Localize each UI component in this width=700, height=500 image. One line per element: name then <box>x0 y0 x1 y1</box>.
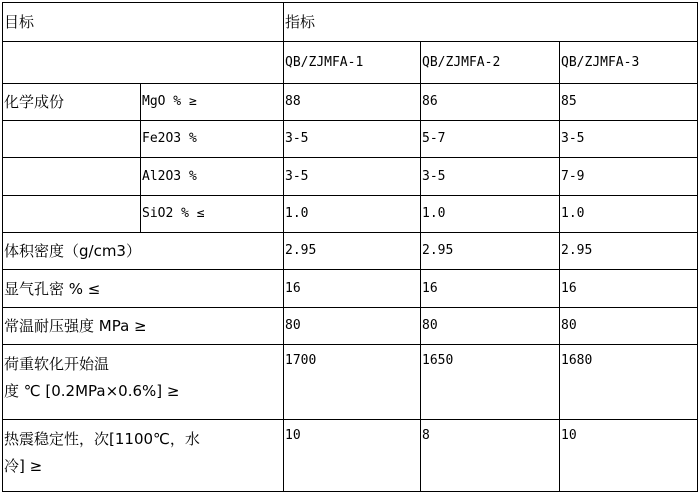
value-cell: 16 <box>560 270 698 308</box>
value-cell: 85 <box>560 84 698 121</box>
property-label: 常温耐压强度 MPa ≥ <box>3 308 284 345</box>
value-cell: 16 <box>284 270 421 308</box>
grade-header-row <box>3 42 698 84</box>
chem-item-label: Fe2O3 % <box>141 121 284 158</box>
spec-header: 指标 <box>284 3 698 42</box>
value-cell: 86 <box>421 84 560 121</box>
spec-table-container <box>2 2 698 492</box>
value-cell: 1700 <box>284 345 421 420</box>
value-cell: 1650 <box>421 345 560 420</box>
property-label <box>3 420 284 492</box>
value-cell: 3-5 <box>284 158 421 196</box>
value-cell: 2.95 <box>421 233 560 270</box>
value-cell: 2.95 <box>560 233 698 270</box>
grade-1-header: QB/ZJMFA-1 <box>284 42 421 84</box>
target-header: 目标 <box>3 3 284 42</box>
blank-cell <box>3 158 141 196</box>
value-cell: 10 <box>284 420 421 492</box>
blank-cell <box>3 121 141 158</box>
value-cell: 80 <box>421 308 560 345</box>
chem-item-label: MgO % ≥ <box>141 84 284 121</box>
property-label <box>3 345 284 420</box>
value-cell: 1.0 <box>284 196 421 233</box>
value-cell: 1680 <box>560 345 698 420</box>
value-cell: 3-5 <box>421 158 560 196</box>
value-cell: 80 <box>560 308 698 345</box>
value-cell: 1.0 <box>421 196 560 233</box>
value-cell: 8 <box>421 420 560 492</box>
grade-3-header: QB/ZJMFA-3 <box>560 42 698 84</box>
value-cell: 1.0 <box>560 196 698 233</box>
property-label-line-2: 冷] ≥ <box>4 457 43 475</box>
value-cell: 3-5 <box>560 121 698 158</box>
table-row <box>3 158 698 196</box>
chem-item-label: SiO2 % ≤ <box>141 196 284 233</box>
chem-item-label: Al2O3 % <box>141 158 284 196</box>
chem-group-label: 化学成份 <box>3 84 141 121</box>
table-row <box>3 196 698 233</box>
property-label-line-2: 度 ℃ [0.2MPa×0.6%] ≥ <box>4 382 180 400</box>
value-cell: 2.95 <box>284 233 421 270</box>
blank-header-cell <box>3 42 284 84</box>
value-cell: 7-9 <box>560 158 698 196</box>
table-row <box>3 345 698 420</box>
spec-table <box>2 2 698 492</box>
property-label: 显气孔密 % ≤ <box>3 270 284 308</box>
property-label-line-1: 荷重软化开始温 <box>4 355 110 373</box>
property-label-line-1: 热震稳定性，次[1100℃，水 <box>4 430 200 448</box>
value-cell: 3-5 <box>284 121 421 158</box>
table-row <box>3 121 698 158</box>
value-cell: 88 <box>284 84 421 121</box>
value-cell: 10 <box>560 420 698 492</box>
value-cell: 5-7 <box>421 121 560 158</box>
grade-2-header: QB/ZJMFA-2 <box>421 42 560 84</box>
value-cell: 80 <box>284 308 421 345</box>
property-label: 体积密度（g/cm3） <box>3 233 284 270</box>
table-row <box>3 420 698 492</box>
table-row <box>3 308 698 345</box>
blank-cell <box>3 196 141 233</box>
value-cell: 16 <box>421 270 560 308</box>
table-row <box>3 270 698 308</box>
table-header-row <box>3 3 698 42</box>
table-row <box>3 233 698 270</box>
table-row <box>3 84 698 121</box>
